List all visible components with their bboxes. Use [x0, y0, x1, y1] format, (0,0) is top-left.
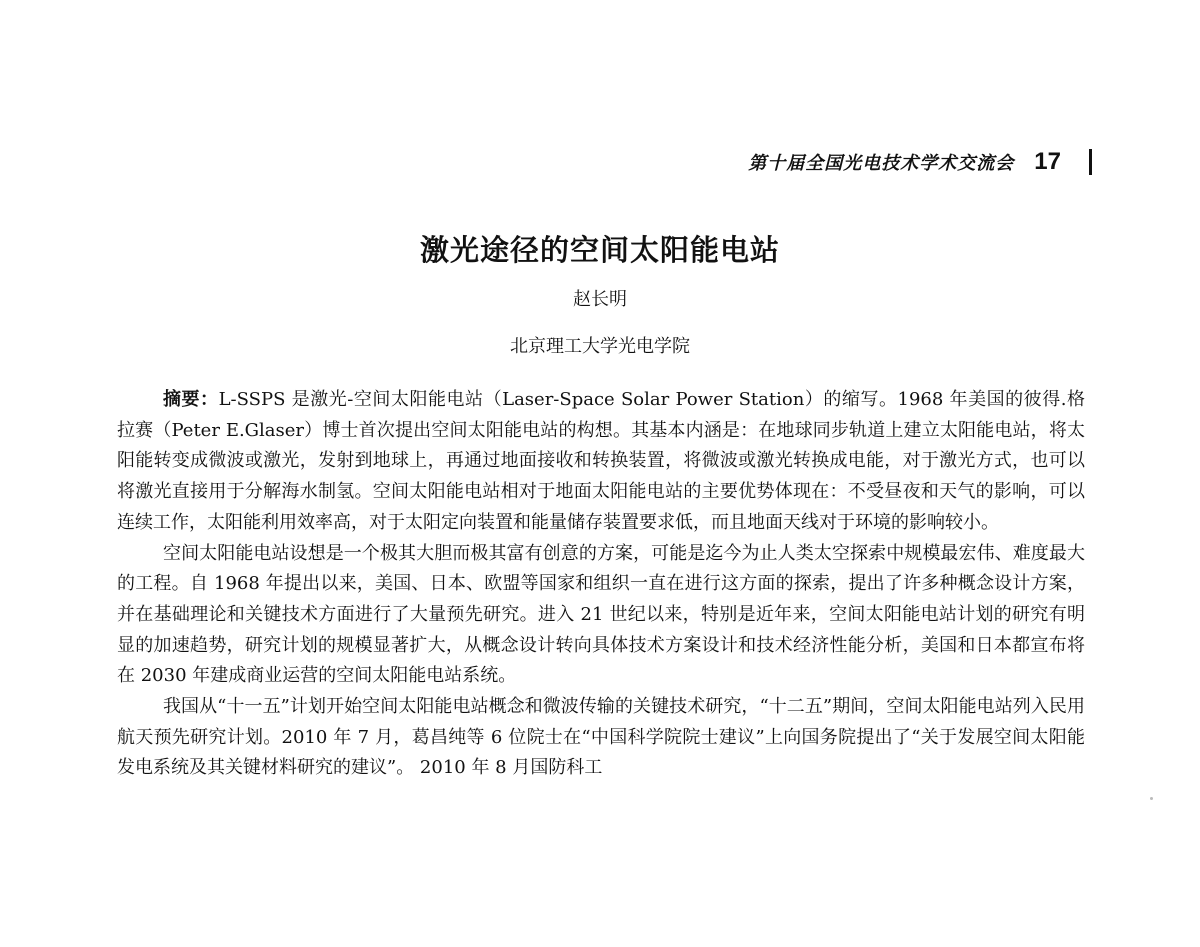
abstract-paragraph: [117, 385, 1085, 539]
body-text: [117, 385, 1085, 784]
scan-speck: [1150, 797, 1153, 800]
body-paragraph-2: 我国从“十一五”计划开始空间太阳能电站概念和微波传输的关键技术研究，“十二五”期间，空间太阳能电站列入民用航天预先研究计划。2010 年 7 月，葛昌纯等 6 位院士在“中国科学院院士建议”上向国务院提出了“关于发展空间太阳能发电系统及其关键材料研究的建议”。 2010 年 8 月国防科工: [117, 696, 1085, 779]
conference-name: 第十届全国光电技术学术交流会: [748, 153, 1015, 174]
page-number: 17: [1034, 148, 1061, 175]
header-rule-mark: [1089, 149, 1092, 175]
author-affiliation: 北京理工大学光电学院: [510, 336, 690, 357]
body-paragraph-1: 空间太阳能电站设想是一个极其大胆而极其富有创意的方案，可能是迄今为止人类太空探索中规模最宏伟、难度最大的工程。自 1968 年提出以来，美国、日本、欧盟等国家和组织一直在进行这方面的探索，提出了许多种概念设计方案，并在基础理论和关键技术方面进行了大量预先研究。进入 21 世纪以来，特别是近年来，空间太阳能电站计划的研究有明显的加速趋势，研究计划的规模显著扩大，从概念设计转向具体技术方案设计和技术经济性能分析，美国和日本都宣布将在 2030 年建成商业运营的空间太阳能电站系统。: [117, 542, 1085, 687]
paper-title: 激光途径的空间太阳能电站: [419, 233, 780, 267]
abstract-label: 摘要：: [163, 389, 219, 410]
author-name: 赵长明: [573, 289, 627, 310]
abstract-text: L-SSPS 是激光-空间太阳能电站（Laser-Space Solar Power Station）的缩写。1968 年美国的彼得.格拉赛（Peter E.Glaser）博士首次提出空间太阳能电站的构想。其基本内涵是：在地球同步轨道上建立太阳能电站，将太阳能转变成微波或激光，发射到地球上，再通过地面接收和转换装置，将微波或激光转换成电能，对于激光方式，也可以将激光直接用于分解海水制氢。空间太阳能电站相对于地面太阳能电站的主要优势体现在：不受昼夜和天气的影响，可以连续工作，太阳能利用效率高，对于太阳定向装置和能量储存装置要求低，而且地面天线对于环境的影响较小。: [117, 389, 1085, 533]
running-header: [0, 147, 1092, 177]
